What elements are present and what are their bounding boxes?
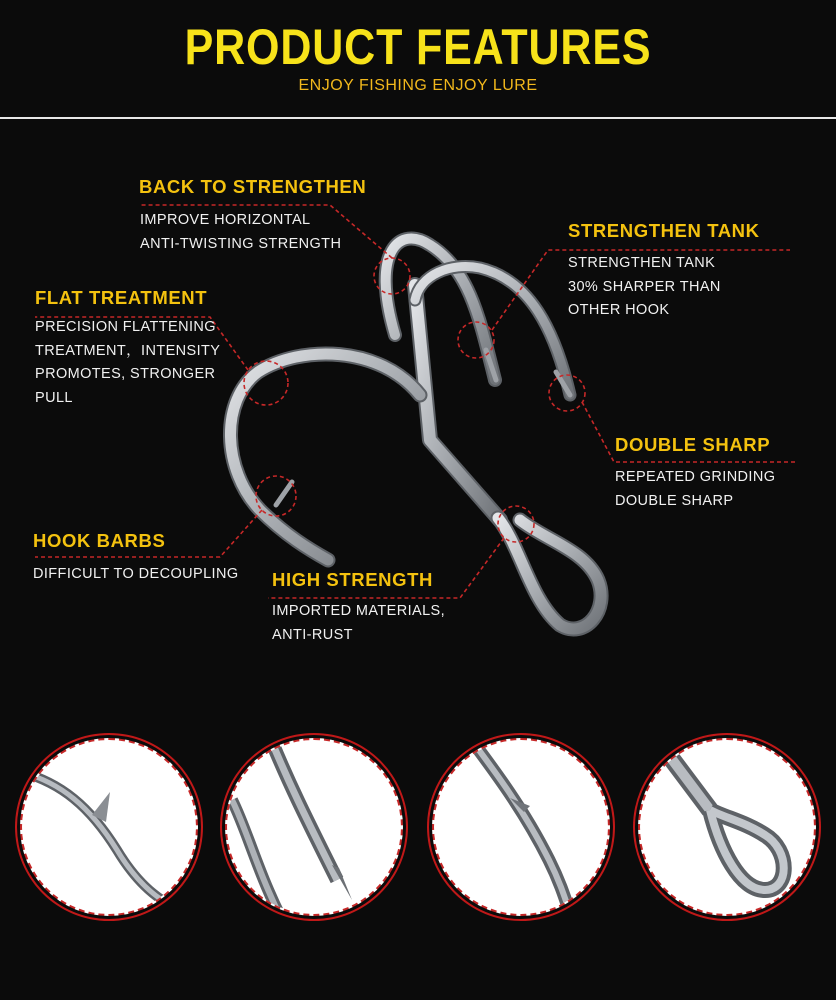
feature-title-double-sharp: DOUBLE SHARP — [615, 434, 771, 455]
feature-title-hook-barbs: HOOK BARBS — [33, 530, 166, 551]
closeup-double-point — [225, 738, 403, 916]
closeup-eye-ring — [638, 738, 816, 916]
page-title: PRODUCT FEATURES — [184, 19, 652, 75]
feature-desc-hook-barbs: DIFFICULT TO DECOUPLING — [33, 566, 239, 582]
double-point-closeup-image — [227, 740, 401, 914]
feature-desc-strengthen-tank: STRENGTHEN TANK 30% SHARPER THAN OTHER HOOK — [568, 255, 721, 318]
feature-desc-high-strength: IMPORTED MATERIALS, ANTI-RUST — [272, 603, 446, 643]
feature-desc-back-to-strengthen: IMPROVE HORIZONTAL ANTI-TWISTING STRENGTH — [140, 212, 342, 252]
page-subtitle: ENJOY FISHING ENJOY LURE — [298, 77, 538, 94]
feature-title-strengthen-tank: STRENGTHEN TANK — [568, 220, 760, 241]
eye-ring-closeup-image — [640, 740, 814, 914]
feature-desc-flat-treatment: PRECISION FLATTENING TREATMENT，INTENSITY PROMOTES, STRONGER PULL — [35, 319, 221, 406]
barb-side-closeup-image — [434, 740, 608, 914]
closeup-barb-side — [432, 738, 610, 916]
hook-barb-closeup-image — [22, 740, 196, 914]
closeup-hook-barb — [20, 738, 198, 916]
feature-title-flat-treatment: FLAT TREATMENT — [35, 287, 208, 308]
feature-title-high-strength: HIGH STRENGTH — [272, 569, 433, 590]
feature-desc-double-sharp: REPEATED GRINDING DOUBLE SHARP — [615, 469, 776, 509]
feature-title-back-to-strengthen: BACK TO STRENGTHEN — [139, 176, 367, 197]
